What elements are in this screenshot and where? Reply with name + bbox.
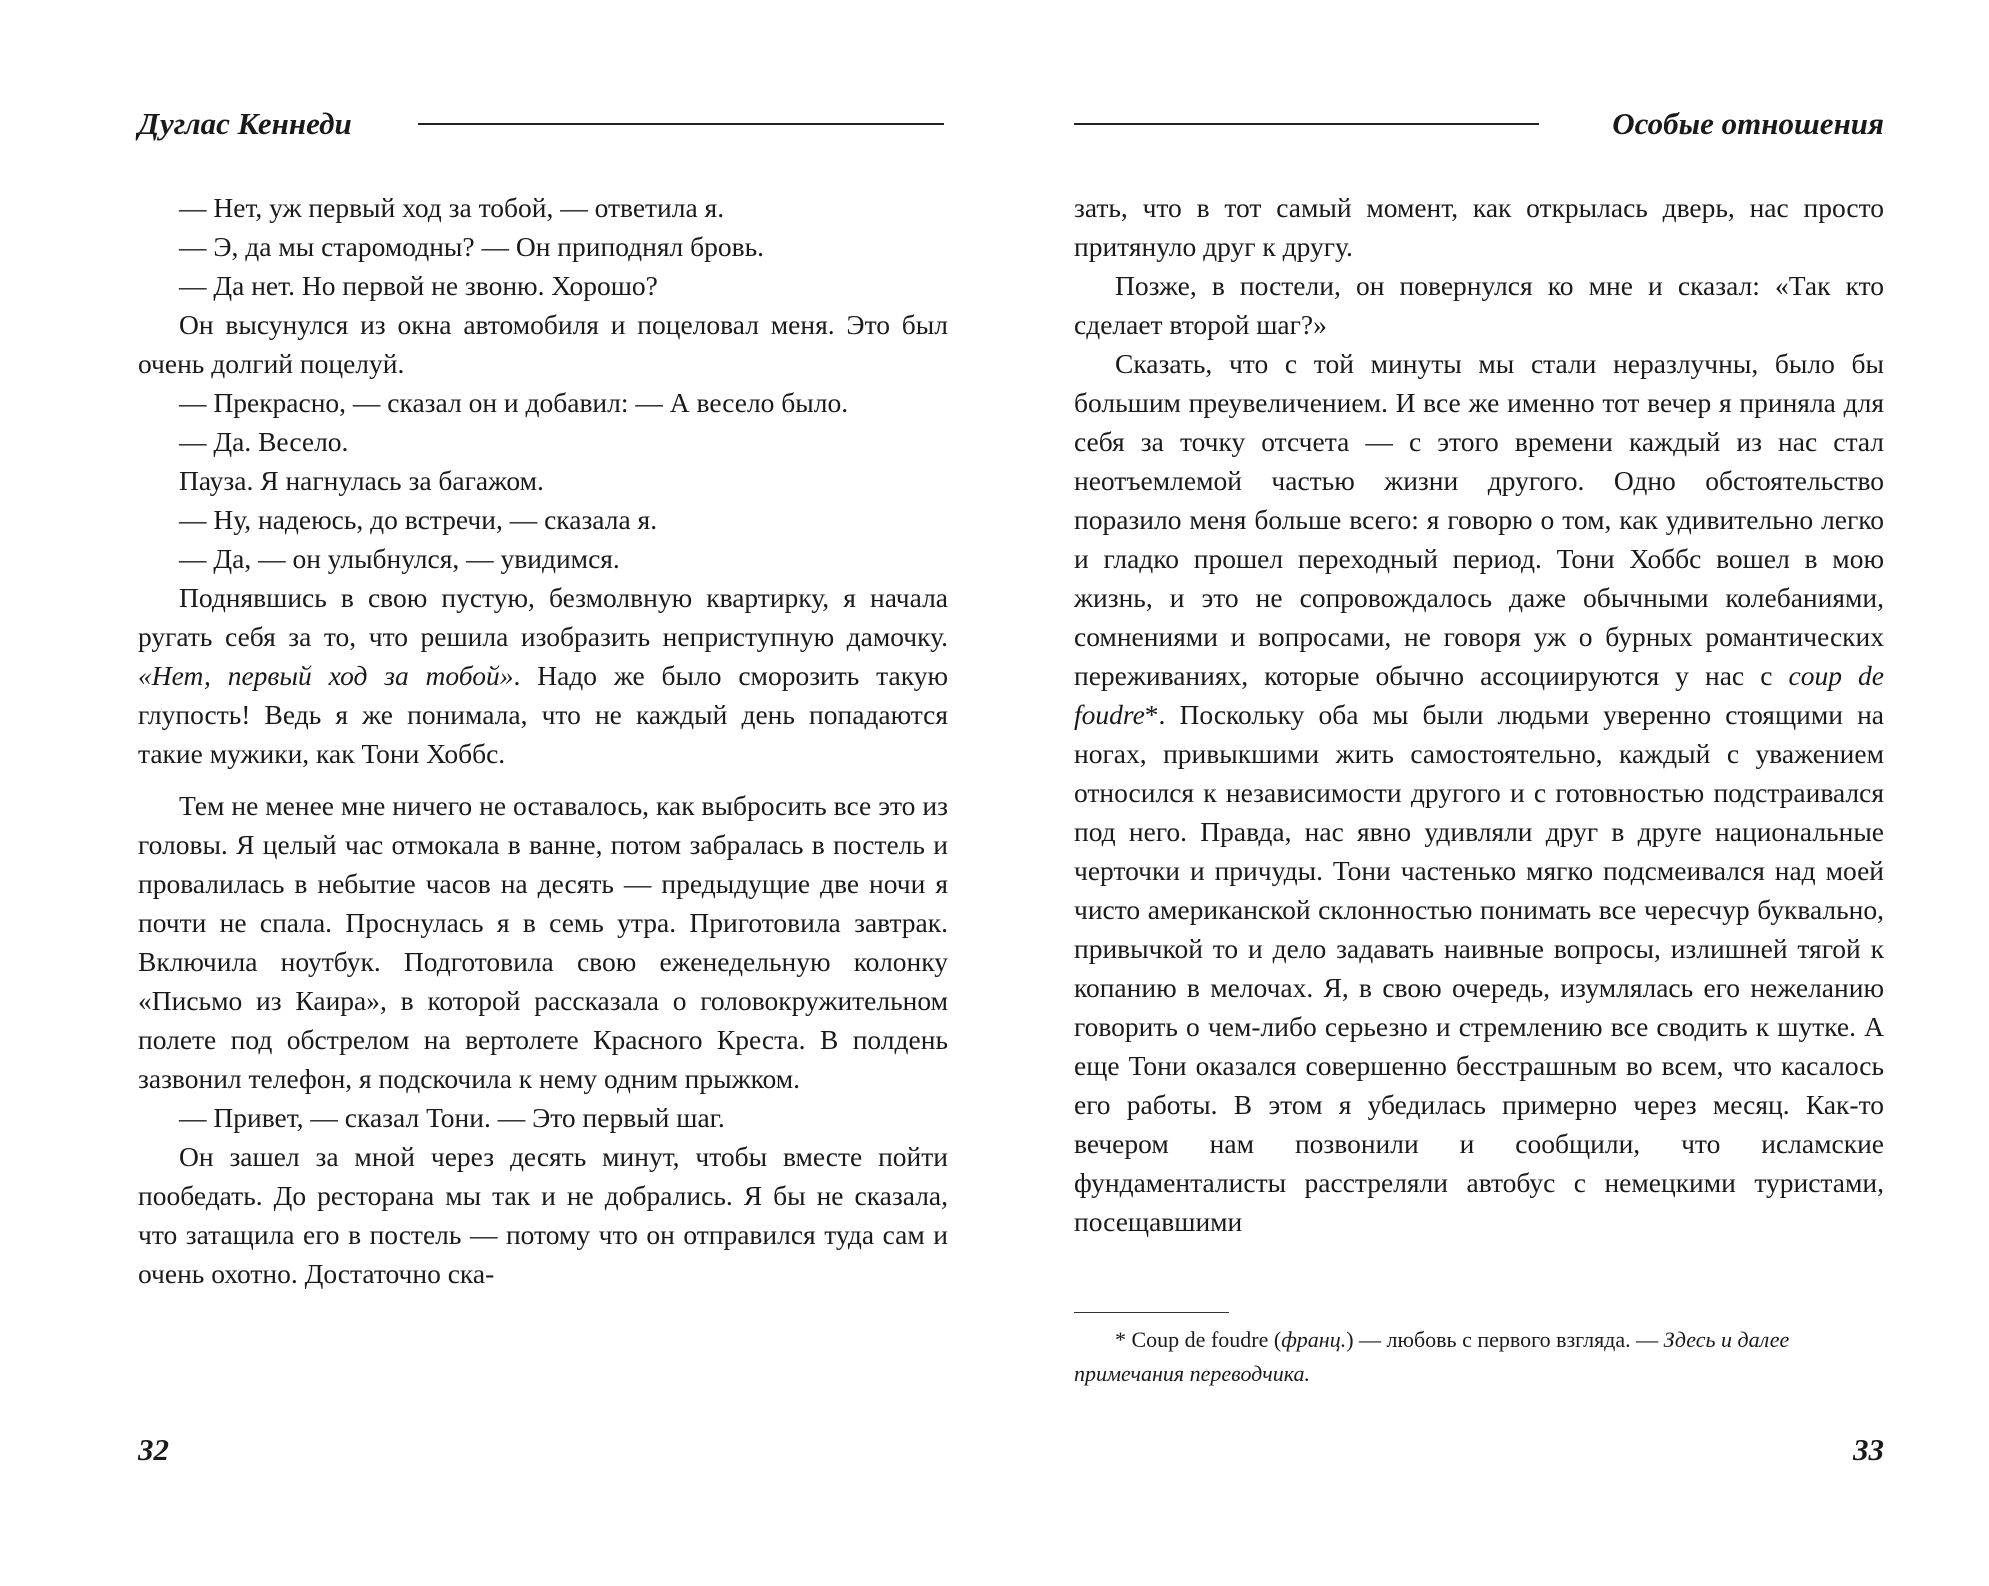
text-run: *. Поскольку оба мы были людьми уверенно стоящими на ногах, привыкшими жить самостоятельно, каждый с уважением относился к независимости другого и с готовностью подстраивался под него. Правда, нас явно удивляли друг в друге национальные черточки и причуды. Тони частенько мягко подсмеивался над моей чисто американской склонностью понимать все чересчур буквально, привычкой то и дело задавать наивные вопросы, излишней тягой к копанию в мелочах. Я, в свою очередь, изумлялась его нежеланию говорить о чем-либо серьезно и стремлению все сводить к шутке. А еще Тони оказался совершенно бесстрашным во всем, что касалось его работы. В этом я убедилась примерно через месяц. Как-то вечером нам позвонили и сообщили, что исламские фундаменталисты расстреляли автобус с немецкими туристами, посещавшими xyxy=(1074,699,1884,1237)
paragraph xyxy=(1074,344,1884,1241)
paragraph xyxy=(138,578,948,773)
paragraph: Пауза. Я нагнулась за багажом. xyxy=(179,465,544,496)
paragraph: — Да нет. Но первой не звоню. Хорошо? xyxy=(179,270,658,301)
paragraph: Тем не менее мне ничего не оставалось, как выбросить все это из головы. Я целый час отмокала в ванне, потом забралась в постель и провалилась в небытие часов на десять — предыдущие две ночи я почти не спала. Проснулась я в семь утра. Приготовила завтрак. Включила ноутбук. Подготовила свою еженедельную колонку «Письмо из Каира», в которой рассказала о головокружительном полете под обстрелом на вертолете Красного Креста. В полдень зазвонил телефон, я подскочила к нему одним прыжком. xyxy=(138,790,948,1094)
header-rule xyxy=(418,123,944,125)
italic-foreign-phrase: coup de foudre xyxy=(1074,660,1885,730)
header-rule xyxy=(1074,123,1539,125)
paragraph: — Привет, — сказал Тони. — Это первый шаг. xyxy=(179,1102,725,1133)
book-title: Особые отношения xyxy=(1612,106,1884,141)
paragraph: Позже, в постели, он повернулся ко мне и сказал: «Так кто сделает второй шаг?» xyxy=(1074,270,1884,340)
paragraph: зать, что в тот самый момент, как открылась дверь, нас просто притянуло друг к другу. xyxy=(1074,192,1884,262)
paragraph: Он зашел за мной через десять минут, чтобы вместе пойти пообедать. До ресторана мы так и не добрались. Я бы не сказала, что затащила его в постель — потому что он отправился туда сам и очень охотно. Достаточно ска- xyxy=(138,1141,948,1289)
right-running-head xyxy=(1074,104,1884,144)
paragraph: — Э, да мы старомодны? — Он приподнял бровь. xyxy=(179,231,765,262)
footnote-rule xyxy=(1074,1312,1229,1313)
footnote-text: ) — любовь с первого взгляда. — xyxy=(1346,1327,1664,1352)
page-number: 33 xyxy=(1853,1432,1884,1467)
left-body-text xyxy=(138,188,948,1293)
text-run: Сказать, что с той минуты мы стали неразлучны, было бы большим преувеличением. И все же именно тот вечер я приняла для себя за точку отсчета — с этого времени каждый из нас стал неотъемлемой частью жизни другого. Одно обстоятельство поразило меня больше всего: я говорю о том, как удивительно легко и гладко прошел переходный период. Тони Хоббс вошел в мою жизнь, и это не сопровождалось даже обычными колебаниями, сомнениями и вопросами, не говоря уж о бурных романтических переживаниях, которые обычно ассоциируются у нас с xyxy=(1074,348,1884,691)
page-number: 32 xyxy=(138,1432,169,1467)
footnote-lead: * Coup de foudre ( xyxy=(1115,1327,1282,1352)
footnote-lang: франц. xyxy=(1281,1327,1347,1352)
paragraph: — Прекрасно, — сказал он и добавил: — А весело было. xyxy=(179,387,849,418)
text-run: . Надо же было сморозить такую глупость! Ведь я же понимала, что не каждый день попадаются такие мужики, как Тони Хоббс. xyxy=(138,660,948,769)
left-page xyxy=(138,0,948,1586)
right-page xyxy=(1074,0,1884,1586)
paragraph: — Да. Весело. xyxy=(179,426,349,457)
italic-quote: «Нет, первый ход за тобой» xyxy=(138,660,514,691)
footnote-note: Здесь и далее примечания переводчика. xyxy=(1074,1327,1790,1386)
paragraph: Он высунулся из окна автомобиля и поцеловал меня. Это был очень долгий поцелуй. xyxy=(138,309,948,379)
text-run: Поднявшись в свою пустую, безмолвную квартирку, я начала ругать себя за то, что решила изобразить неприступную дамочку. xyxy=(138,582,948,652)
paragraph: — Да, — он улыбнулся, — увидимся. xyxy=(179,543,620,574)
right-body-text xyxy=(1074,188,1884,1241)
paragraph: — Нет, уж первый ход за тобой, — ответила я. xyxy=(179,192,725,223)
author-name: Дуглас Кеннеди xyxy=(138,106,352,141)
footnote xyxy=(1074,1323,1884,1391)
left-running-head xyxy=(138,104,948,144)
paragraph: — Ну, надеюсь, до встречи, — сказала я. xyxy=(179,504,658,535)
